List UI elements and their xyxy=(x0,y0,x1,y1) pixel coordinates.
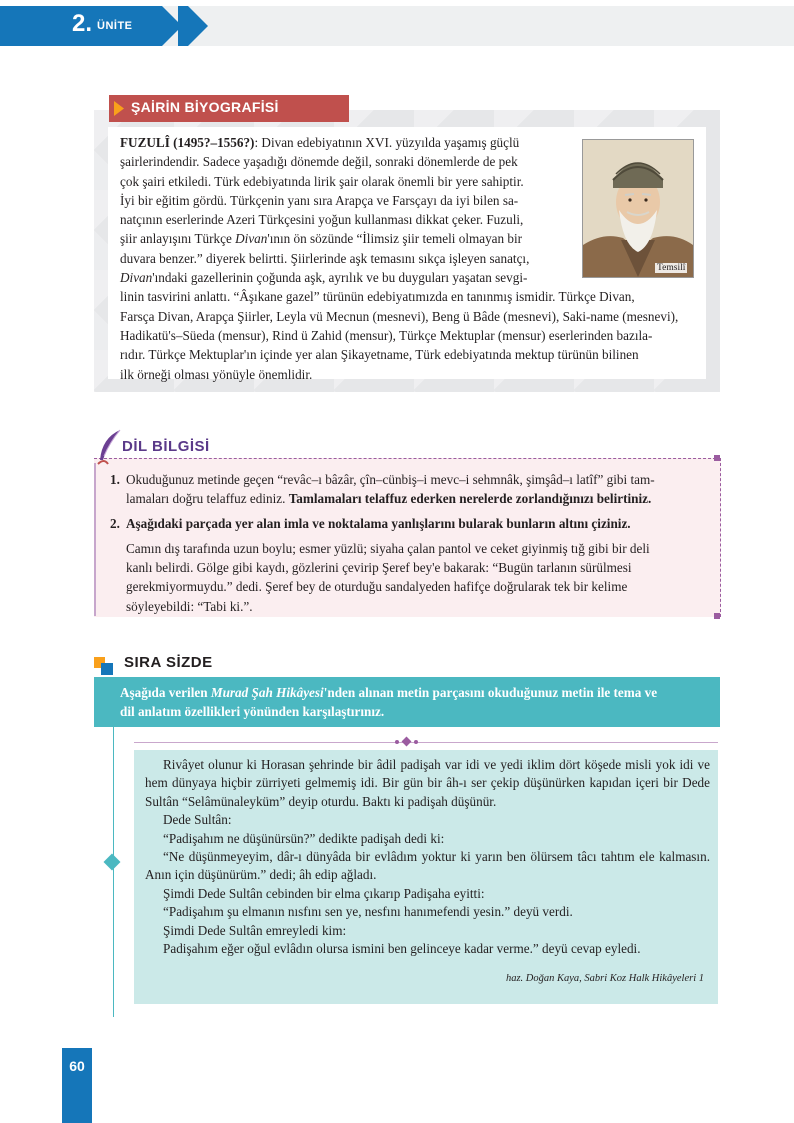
bio-line: şairlerindendir. Sadece yaşadığı dönemde değil, sonraki dönemlerde de pek xyxy=(120,154,518,170)
page-number: 60 xyxy=(69,1058,85,1074)
story-paragraph: “Padişahım ne düşünürsün?” dedikte padişah dedi ki: xyxy=(163,830,445,846)
bio-line: ilk örneği olması yönüyle önemlidir. xyxy=(120,366,313,382)
bio-line: Farsça Divan, Arapça Şiirler, Leyla vü Mecnun (mesnevi), Beng ü Bâde (mesnevi), Saki-name (mesnevi), xyxy=(120,308,679,324)
your-turn-title: SIRA SİZDE xyxy=(124,654,213,671)
divider xyxy=(134,742,718,743)
diamond-icon xyxy=(104,854,121,871)
bio-line: Hadikatü's–Süeda (mensur), Rind ü Zahid (mensur), Türkçe Mektuplar (mensur) eserlerinden bazıla- xyxy=(120,327,653,343)
biography-title: ŞAİRİN BİYOGRAFİSİ xyxy=(131,99,279,115)
story-paragraph: Padişahım eğer oğul evlâdın olursa ismini ben gelinceye kadar verme.” deyü cevap eyledi. xyxy=(163,941,641,957)
story-paragraph: Şimdi Dede Sultân cebinden bir elma çıkarıp Padişaha eyitti: xyxy=(163,885,485,901)
dot-icon xyxy=(395,740,399,744)
question-1-cont: lamaları doğru telaffuz ediniz. Tamlamaları telaffuz ederken nerelerde zorlandığınızı belirtiniz. xyxy=(126,491,652,507)
biography-text xyxy=(120,133,706,384)
grammar-title: DİL BİLGİSİ xyxy=(122,438,210,455)
bio-line: çok şairi etkiledi. Türk edebiyatında lirik şair olarak önemli bir yere sahiptir. xyxy=(120,173,524,189)
story-paragraph: “Ne düşünmeyeyim, dâr-ı dünyâda bir evlâdım yoktur ki yarın ben ölürsem tâcı tahtım ele kalmasın. Anın için düşünürüm.” dedi; âh edip ağladı. xyxy=(145,849,710,883)
unit-number: 2. xyxy=(72,10,93,37)
quill-icon xyxy=(94,428,124,468)
story-text xyxy=(145,756,710,958)
grammar-passage: Camın dış tarafında uzun boylu; esmer yüzlü; siyaha çalan pantol ve ceket giyinmiş tığ gibi bir deli kanlı belirdi. Gölge gibi kaydı, gözlerini çevirip Şeref bey'e bakarak: “Bugün tarlanın sürülmesi gerekmiyormuydu.” dedi. Şeref bey de oturduğu sandalyeden hafifçe doğrularak tek bir kelime söyleyebildi: “Tabi ki.”. xyxy=(126,540,650,614)
story-source: haz. Doğan Kaya, Sabri Koz Halk Hikâyeleri 1 xyxy=(505,973,704,984)
bio-line: duvara benzer.” diyerek belirtti. Şiirlerinde aşk temasını sıkça işleyen sanatçı, xyxy=(120,250,530,266)
decorative-line xyxy=(113,727,114,1017)
corner-marker xyxy=(714,613,720,619)
bio-line: rıdır. Türkçe Mektuplar'ın içinde yer alan Şikayetname, Türk edebiyatında mektup türünün bilinen xyxy=(120,347,639,363)
question-1: 1. Okuduğunuz metinde geçen “revâc–ı bâzâr, çîn–cünbiş–i mevc–i sehmnâk, şimşâd–ı latîf” gibi tam- xyxy=(110,472,655,487)
bio-line: şiir anlayışını Türkçe Divan'ının ön sözünde “İlimsiz şiir temeli olmayan bir xyxy=(120,231,523,247)
bio-line: İyi bir eğitim gördü. Türkçenin yanı sıra Arapça ve Farsçayı da iyi bilen sa- xyxy=(120,192,519,208)
square-icon xyxy=(101,663,113,675)
unit-label: ÜNİTE xyxy=(97,20,133,32)
corner-marker xyxy=(714,455,720,461)
poet-name: FUZULÎ (1495?–1556?) xyxy=(120,135,255,150)
bio-line: FUZULÎ (1495?–1556?): Divan edebiyatının XVI. yüzyılda yaşamış güçlü xyxy=(120,135,520,150)
story-paragraph: Şimdi Dede Sultân emreyledi kim: xyxy=(163,922,347,938)
dot-icon xyxy=(414,740,418,744)
your-turn-instruction: Aşağıda verilen Murad Şah Hikâyesi'nden alınan metin parçasını okuduğunuz metin ile tema ve dil anlatım özellikleri yönünden karşılaştırınız. xyxy=(120,685,658,720)
bio-line: natçının eserlerinde Azeri Türkçesini yoğun kullanması dikkat çeker. Fuzuli, xyxy=(120,212,524,228)
story-paragraph: Dede Sultân: xyxy=(163,812,232,828)
bio-line: Divan'ındaki gazellerinin çoğunda aşk, ayrılık ve bu duyguları yaşatan sevgi- xyxy=(120,270,528,286)
portrait-caption: Temsilî xyxy=(657,263,686,273)
story-paragraph: Rivâyet olunur ki Horasan şehrinde bir âdil padişah var idi ve yedi iklim dört köşede misli yok idi ve hem dünyaya hiçbir zürriyeti gelmemiş idi. Bir gün bir âh-ı ser çekip düşünürken kapıdan içeri bir Dede Sultân “Selâmünaleyküm” deyip oturdu. Baktı ki padişah düşünür. xyxy=(145,757,710,809)
grammar-text xyxy=(110,470,706,616)
bio-line: linin tasvirini anlattı. “Âşıkane gazel” türünün edebiyatımızda en tanınmış ismidir. Türkçe Divan, xyxy=(120,289,635,305)
question-2: 2. Aşağıdaki parçada yer alan imla ve noktalama yanlışlarını bularak bunların altını çiziniz. xyxy=(110,515,631,531)
grammar-box-edge xyxy=(94,463,96,616)
diamond-icon xyxy=(402,737,412,747)
story-paragraph: “Padişahım şu elmanın nısfını sen ye, nesfını hanımefendi yesin.” deyü verdi. xyxy=(163,904,573,920)
